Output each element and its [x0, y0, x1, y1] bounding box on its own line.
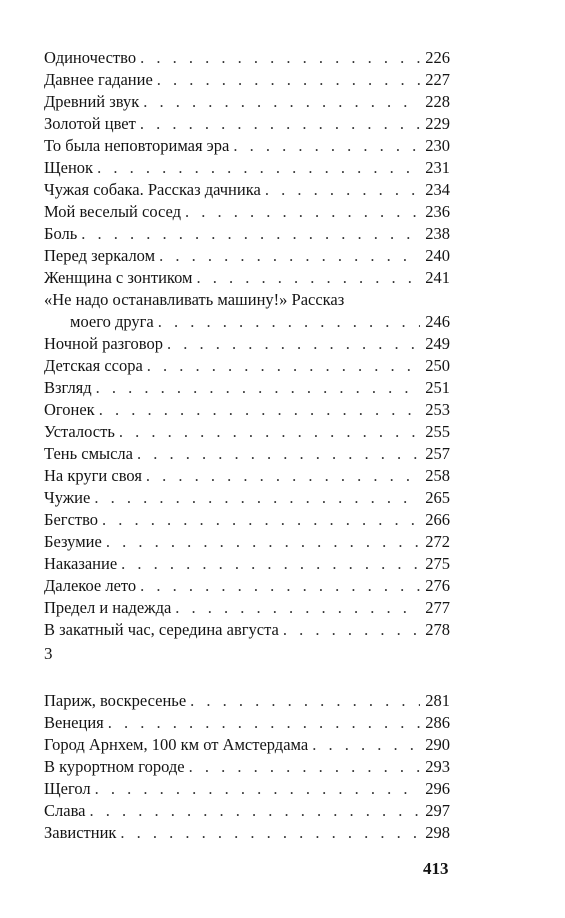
entry-title: Перед зеркалом [44, 246, 156, 265]
entry-title: Давнее гадание [44, 70, 153, 89]
toc-entry [44, 597, 450, 619]
entry-title: Слава [44, 801, 86, 820]
entry-title: Золотой цвет [44, 114, 136, 133]
entry-page: 296 [425, 779, 450, 798]
toc-entry [44, 223, 450, 245]
toc-entry [44, 157, 450, 179]
toc-entry [44, 443, 450, 465]
dot-leader [196, 267, 420, 289]
entry-page: 286 [425, 713, 450, 732]
dot-leader [137, 443, 420, 465]
toc-entry [44, 619, 450, 641]
toc-entry [44, 800, 450, 822]
toc-entry [44, 553, 450, 575]
entry-page: 272 [425, 532, 450, 551]
dot-leader [94, 487, 420, 509]
dot-leader [140, 47, 420, 69]
toc-entry [44, 113, 450, 135]
toc-entry [44, 756, 450, 778]
entry-page: 290 [425, 735, 450, 754]
entry-page: 257 [425, 444, 450, 463]
entry-title: Огонек [44, 400, 95, 419]
dot-leader [119, 421, 420, 443]
toc-entry-long-line2 [44, 311, 450, 333]
entry-title: Город Арнхем, 100 км от Амстердама [44, 735, 309, 754]
entry-title: Древний звук [44, 92, 140, 111]
toc-entry [44, 487, 450, 509]
entry-page: 240 [425, 246, 450, 265]
entry-page: 246 [425, 312, 450, 331]
entry-title: Одиночество [44, 48, 137, 67]
dot-leader [108, 712, 420, 734]
entry-title: В курортном городе [44, 757, 185, 776]
toc-entry [44, 333, 450, 355]
dot-leader [189, 756, 420, 778]
entry-title: Боль [44, 224, 78, 243]
entry-page: 293 [425, 757, 450, 776]
page-number: 413 [423, 859, 449, 878]
toc-entry [44, 575, 450, 597]
entry-page: 238 [425, 224, 450, 243]
entry-title: Женщина с зонтиком [44, 268, 193, 287]
toc-entry [44, 245, 450, 267]
entry-title: Ночной разговор [44, 334, 163, 353]
dot-leader [158, 311, 420, 333]
entry-title: Щегол [44, 779, 91, 798]
entry-page: 298 [425, 823, 450, 842]
toc-entry [44, 822, 450, 844]
toc-entry [44, 267, 450, 289]
dot-leader [147, 355, 420, 377]
entry-page: 258 [425, 466, 450, 485]
entry-title: Предел и надежда [44, 598, 172, 617]
entry-page: 251 [425, 378, 450, 397]
toc-entry [44, 179, 450, 201]
toc-entry [44, 421, 450, 443]
entry-page: 241 [425, 268, 450, 287]
dot-leader [159, 245, 420, 267]
dot-leader [283, 619, 420, 641]
entry-title: Париж, воскресенье [44, 691, 187, 710]
toc-entry [44, 201, 450, 223]
dot-leader [106, 531, 420, 553]
entry-page: 275 [425, 554, 450, 573]
entry-page: 230 [425, 136, 450, 155]
entry-title: То была неповторимая эра [44, 136, 230, 155]
entry-page: 278 [425, 620, 450, 639]
dot-leader [143, 91, 420, 113]
dot-leader [185, 201, 420, 223]
toc-entry [44, 712, 450, 734]
entry-title: Щенок [44, 158, 94, 177]
dot-leader [190, 690, 420, 712]
entry-title: Чужая собака. Рассказ дачника [44, 180, 261, 199]
entry-title: Завистник [44, 823, 117, 842]
entry-page: 277 [425, 598, 450, 617]
entry-page: 281 [425, 691, 450, 710]
entry-title: «Не надо останавливать машину!» Рассказ [44, 290, 345, 309]
entry-page: 250 [425, 356, 450, 375]
entry-page: 236 [425, 202, 450, 221]
entry-page: 266 [425, 510, 450, 529]
dot-leader [102, 509, 420, 531]
entry-page: 255 [425, 422, 450, 441]
toc-entry [44, 377, 450, 399]
entry-page: 226 [425, 48, 450, 67]
dot-leader [157, 69, 420, 91]
toc-entry-long-line1 [44, 289, 450, 311]
toc-entry [44, 509, 450, 531]
toc-entry [44, 399, 450, 421]
dot-leader [97, 157, 420, 179]
entry-title: Тень смысла [44, 444, 133, 463]
dot-leader [140, 575, 420, 597]
dot-leader [81, 223, 420, 245]
dot-leader [121, 553, 420, 575]
entry-title: Далекое лето [44, 576, 137, 595]
dot-leader [175, 597, 420, 619]
toc-entry [44, 91, 450, 113]
entry-page: 276 [425, 576, 450, 595]
dot-leader [265, 179, 420, 201]
entry-title: Усталость [44, 422, 115, 441]
toc-entry [44, 135, 450, 157]
dot-leader [233, 135, 420, 157]
section-number: 3 [44, 644, 53, 663]
entry-title: Венеция [44, 713, 104, 732]
entry-title: Мой веселый сосед [44, 202, 182, 221]
entry-title: На круги своя [44, 466, 142, 485]
toc-entry [44, 355, 450, 377]
dot-leader [95, 778, 420, 800]
entry-title: моего друга [70, 312, 154, 331]
entry-page: 265 [425, 488, 450, 507]
entry-title: Чужие [44, 488, 91, 507]
entry-page: 228 [425, 92, 450, 111]
toc-entry [44, 465, 450, 487]
entry-title: Наказание [44, 554, 118, 573]
toc-entry [44, 778, 450, 800]
entry-title: В закатный час, середина августа [44, 620, 279, 639]
toc-entry [44, 47, 450, 69]
entry-page: 234 [425, 180, 450, 199]
entry-page: 227 [425, 70, 450, 89]
toc-entry [44, 531, 450, 553]
toc-entry [44, 734, 450, 756]
toc-entry [44, 690, 450, 712]
dot-leader [120, 822, 420, 844]
dot-leader [167, 333, 420, 355]
entry-title: Взгляд [44, 378, 92, 397]
entry-page: 253 [425, 400, 450, 419]
dot-leader [99, 399, 420, 421]
entry-page: 231 [425, 158, 450, 177]
entry-page: 297 [425, 801, 450, 820]
entry-title: Детская ссора [44, 356, 143, 375]
dot-leader [89, 800, 420, 822]
entry-title: Бегство [44, 510, 99, 529]
dot-leader [312, 734, 420, 756]
toc-entry [44, 69, 450, 91]
entry-page: 249 [425, 334, 450, 353]
dot-leader [96, 377, 420, 399]
dot-leader [146, 465, 420, 487]
entry-page: 229 [425, 114, 450, 133]
dot-leader [140, 113, 420, 135]
entry-title: Безумие [44, 532, 102, 551]
